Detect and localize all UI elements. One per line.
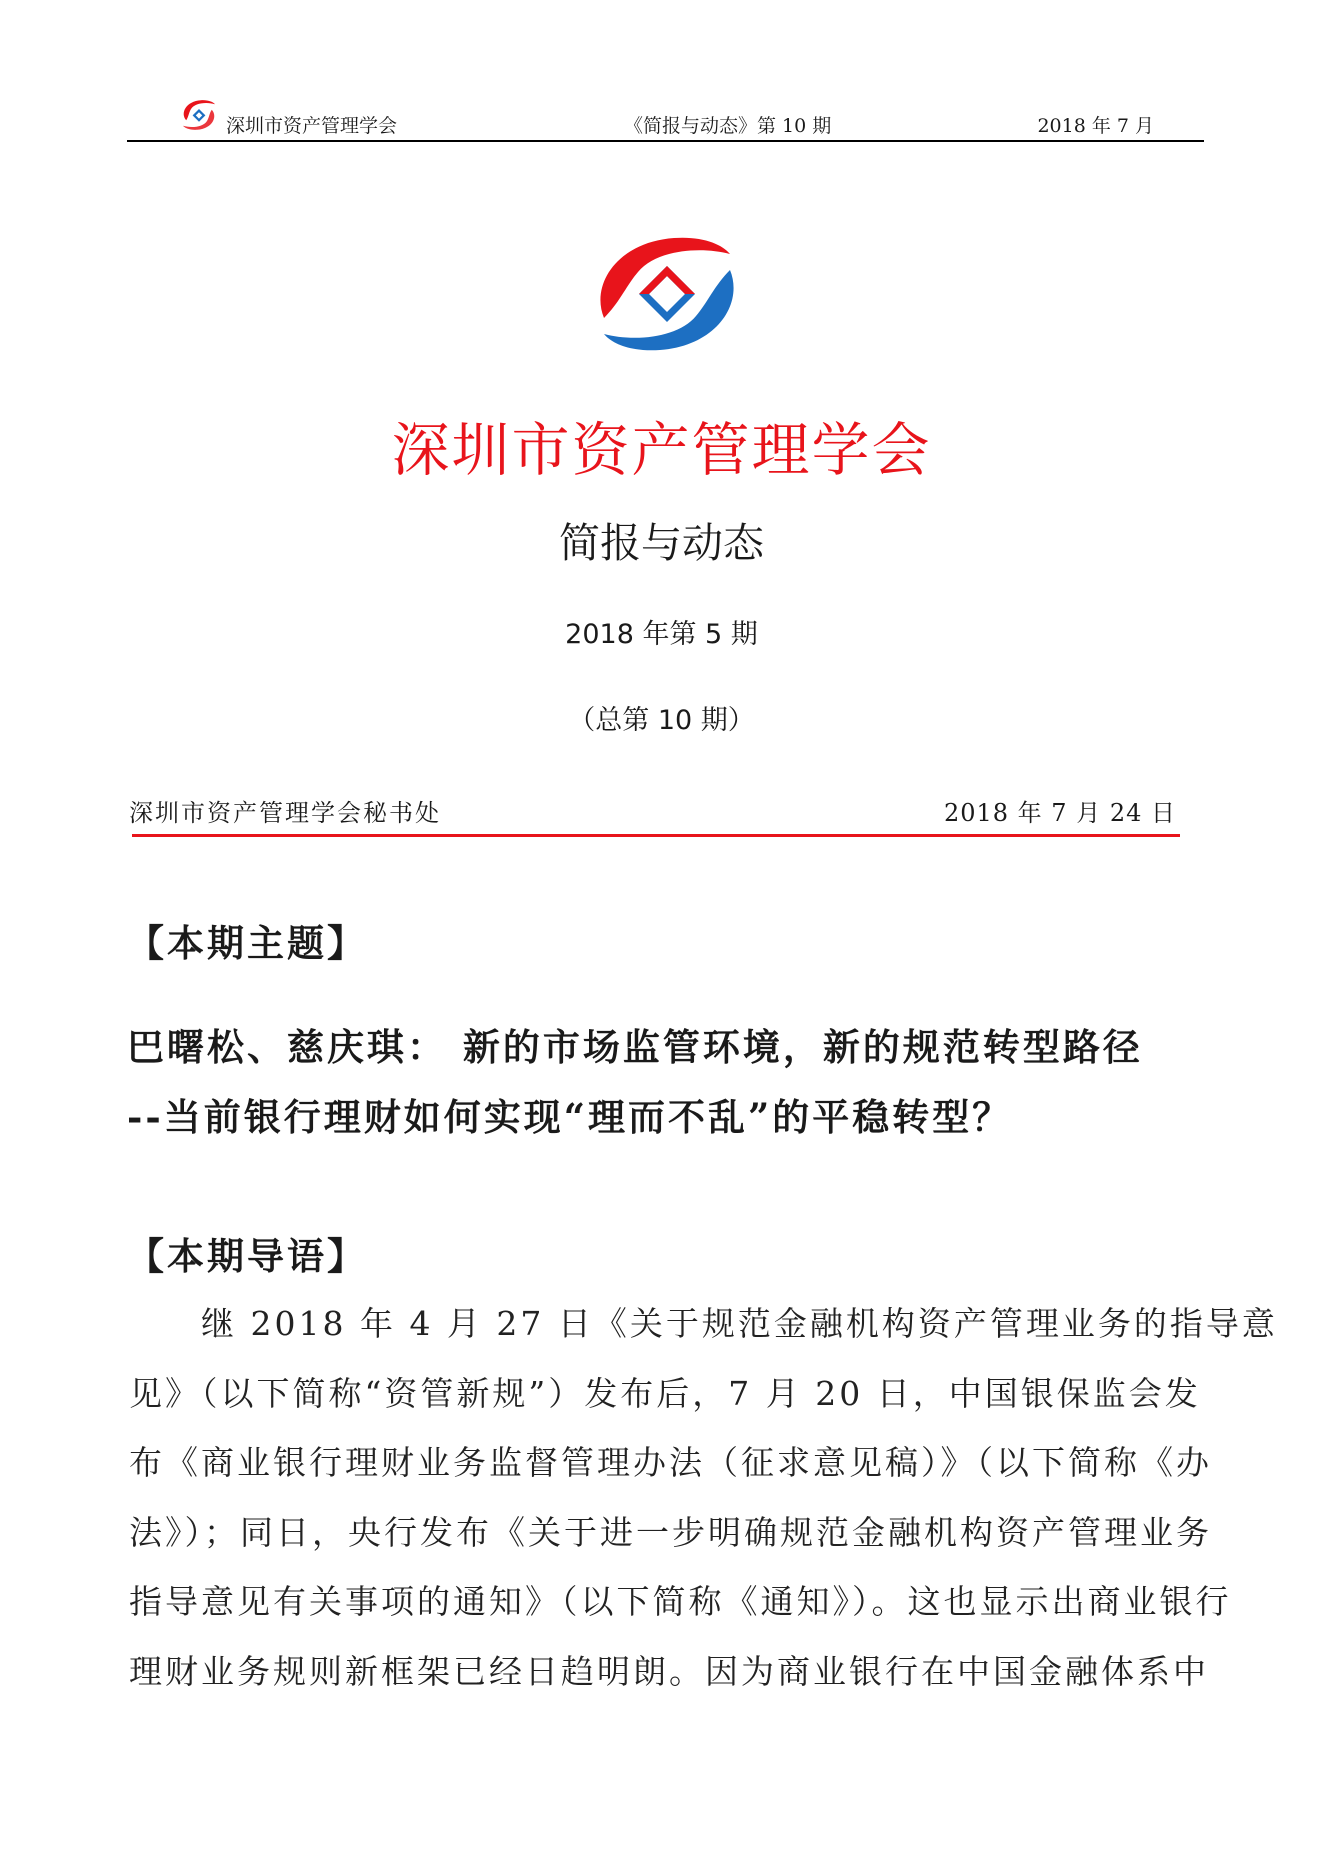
- running-header-org: 深圳市资产管理学会: [226, 115, 398, 137]
- red-divider: [132, 834, 1180, 837]
- theme-title-line: 巴曙松、慈庆琪： 新的市场监管环境，新的规范转型路径: [127, 1025, 1143, 1069]
- total-issue-number: （总第 10 期）: [568, 705, 755, 736]
- paragraph-line: 法》）；同日，央行发布《关于进一步明确规范金融机构资产管理业务: [129, 1512, 1212, 1552]
- issuer-name: 深圳市资产管理学会秘书处: [129, 799, 441, 827]
- running-header: [127, 104, 1204, 142]
- paragraph-line: 继 2018 年 4 月 27 日《关于规范金融机构资产管理业务的指导意: [129, 1304, 1278, 1343]
- society-logo-icon: [179, 96, 219, 134]
- paragraph-line: 见》（以下简称“资管新规”）发布后，7 月 20 日，中国银保监会发: [129, 1373, 1201, 1413]
- publication-title: 简报与动态: [559, 519, 764, 567]
- org-title: 深圳市资产管理学会: [391, 416, 932, 484]
- running-header-date: 2018 年 7 月: [1037, 115, 1154, 137]
- society-emblem-icon: [598, 232, 736, 356]
- issue-number: 2018 年第 5 期: [565, 619, 758, 650]
- paragraph-line: 指导意见有关事项的通知》（以下简称《通知》）。这也显示出商业银行: [129, 1582, 1232, 1622]
- paragraph-line: 理财业务规则新框架已经日趋明朗。因为商业银行在中国金融体系中: [129, 1651, 1209, 1691]
- paragraph-line: 布《商业银行理财业务监督管理办法（征求意见稿）》（以下简称《办: [129, 1443, 1212, 1483]
- issuer-date: 2018 年 7 月 24 日: [943, 799, 1176, 827]
- theme-title: [127, 1012, 1217, 1152]
- theme-title-line: --当前银行理财如何实现“理而不乱”的平稳转型？: [127, 1095, 1013, 1139]
- theme-heading: 【本期主题】: [127, 922, 367, 965]
- running-header-issue: 《简报与动态》第 10 期: [624, 115, 832, 137]
- intro-paragraph: [129, 1289, 1278, 1707]
- intro-heading: 【本期导语】: [127, 1235, 367, 1278]
